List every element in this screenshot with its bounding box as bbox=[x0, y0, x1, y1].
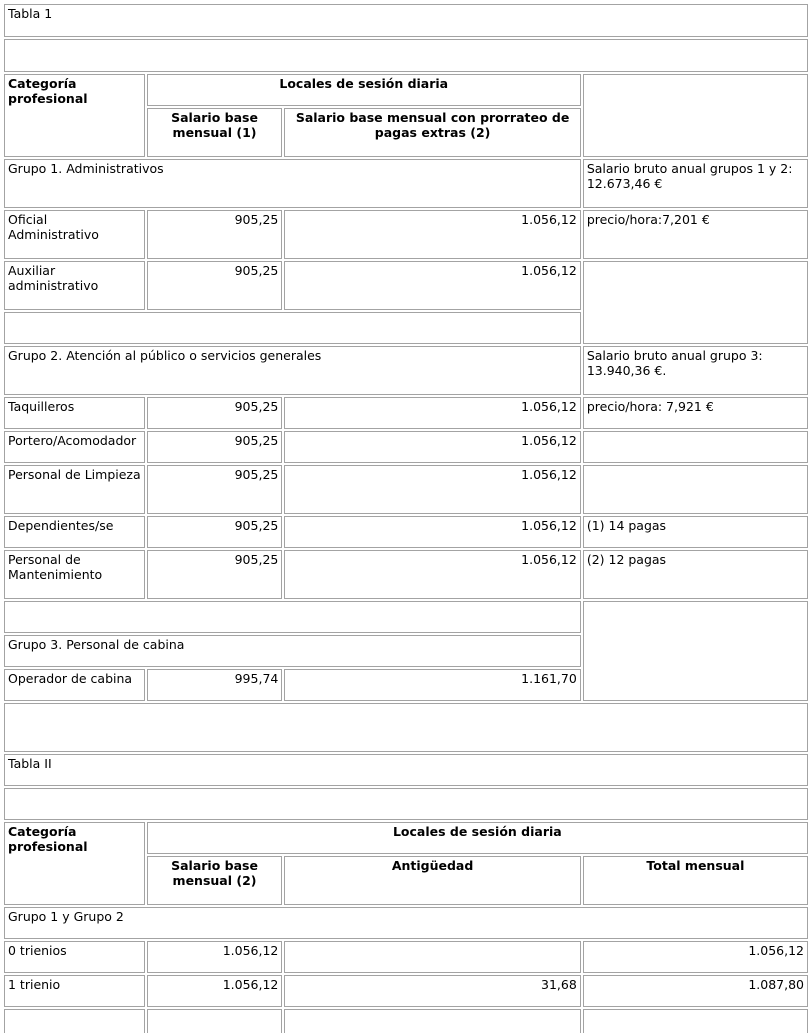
group-row bbox=[4, 159, 808, 208]
row-note bbox=[583, 431, 808, 463]
row-antiguedad: 31,68 bbox=[284, 975, 580, 1007]
empty-cell bbox=[4, 703, 808, 752]
row-base: 905,25 bbox=[147, 397, 283, 429]
row-base: 905,25 bbox=[147, 516, 283, 548]
empty-cell bbox=[4, 788, 808, 820]
row-note: precio/hora: 7,921 € bbox=[583, 397, 808, 429]
group2-title: Grupo 2. Atención al público o servicios generales bbox=[4, 346, 581, 395]
row-category: Taquilleros bbox=[4, 397, 145, 429]
table2-title: Tabla II bbox=[4, 754, 808, 786]
spacer-row bbox=[4, 601, 808, 633]
row-note: precio/hora:7,201 € bbox=[583, 210, 808, 259]
row-antiguedad bbox=[284, 941, 580, 973]
row-base: 1.056,12 bbox=[147, 975, 283, 1007]
table2-col-total-header: Total mensual bbox=[583, 856, 808, 905]
table-row bbox=[4, 397, 808, 429]
table-row bbox=[4, 261, 808, 310]
row-antiguedad bbox=[284, 1009, 580, 1033]
row-base: 905,25 bbox=[147, 431, 283, 463]
row-prorrateo: 1.056,12 bbox=[284, 516, 580, 548]
table1-title: Tabla 1 bbox=[4, 4, 808, 37]
row-prorrateo: 1.056,12 bbox=[284, 431, 580, 463]
empty-cell bbox=[583, 74, 808, 157]
row-base: 1.056,12 bbox=[147, 941, 283, 973]
row-category: Operador de cabina bbox=[4, 669, 145, 701]
row-note bbox=[583, 465, 808, 514]
empty-cell bbox=[583, 601, 808, 701]
row-total bbox=[583, 1009, 808, 1033]
row-category: 0 trienios bbox=[4, 941, 145, 973]
row-prorrateo: 1.056,12 bbox=[284, 397, 580, 429]
empty-cell bbox=[583, 261, 808, 344]
row-category bbox=[4, 1009, 145, 1033]
row-prorrateo: 1.056,12 bbox=[284, 550, 580, 599]
table1-header-row bbox=[4, 74, 808, 106]
group-row bbox=[4, 907, 808, 939]
table-row bbox=[4, 516, 808, 548]
table-row bbox=[4, 941, 808, 973]
row-base bbox=[147, 1009, 283, 1033]
empty-cell bbox=[4, 312, 581, 344]
table2-col-antiguedad-header: Antigüedad bbox=[284, 856, 580, 905]
group-row bbox=[4, 346, 808, 395]
row-base: 905,25 bbox=[147, 210, 283, 259]
row-category: Personal de Mantenimiento bbox=[4, 550, 145, 599]
row-category: Auxiliar administrativo bbox=[4, 261, 145, 310]
spacer-row bbox=[4, 39, 808, 72]
row-total: 1.087,80 bbox=[583, 975, 808, 1007]
row-category: Dependientes/se bbox=[4, 516, 145, 548]
row-prorrateo: 1.161,70 bbox=[284, 669, 580, 701]
spacer-row bbox=[4, 703, 808, 752]
row-category: Personal de Limpieza bbox=[4, 465, 145, 514]
table2-group-title: Grupo 1 y Grupo 2 bbox=[4, 907, 808, 939]
table-row bbox=[4, 465, 808, 514]
row-note: (1) 14 pagas bbox=[583, 516, 808, 548]
row-prorrateo: 1.056,12 bbox=[284, 210, 580, 259]
empty-cell bbox=[4, 39, 808, 72]
group3-title: Grupo 3. Personal de cabina bbox=[4, 635, 581, 667]
row-category: Oficial Administrativo bbox=[4, 210, 145, 259]
group2-side-note: Salario bruto anual grupo 3: 13.940,36 €. bbox=[583, 346, 808, 395]
spacer-row bbox=[4, 788, 808, 820]
salary-tables bbox=[2, 2, 810, 1033]
table2-col-base-header: Salario base mensual (2) bbox=[147, 856, 283, 905]
row-base: 905,25 bbox=[147, 465, 283, 514]
row-base: 905,25 bbox=[147, 261, 283, 310]
table-row bbox=[4, 431, 808, 463]
table-row bbox=[4, 975, 808, 1007]
table2-category-header: Categoría profesional bbox=[4, 822, 145, 905]
group1-title: Grupo 1. Administrativos bbox=[4, 159, 581, 208]
row-prorrateo: 1.056,12 bbox=[284, 261, 580, 310]
row-prorrateo: 1.056,12 bbox=[284, 465, 580, 514]
table2-group-header: Locales de sesión diaria bbox=[147, 822, 808, 854]
row-base: 995,74 bbox=[147, 669, 283, 701]
table1-title-row bbox=[4, 4, 808, 37]
table1-category-header: Categoría profesional bbox=[4, 74, 145, 157]
table1-group-header: Locales de sesión diaria bbox=[147, 74, 581, 106]
row-category: 1 trienio bbox=[4, 975, 145, 1007]
table1-col-base-header: Salario base mensual (1) bbox=[147, 108, 283, 157]
table1-col-prorrateo-header: Salario base mensual con prorrateo de pagas extras (2) bbox=[284, 108, 580, 157]
table2-header-row bbox=[4, 822, 808, 854]
table-row bbox=[4, 550, 808, 599]
table-row bbox=[4, 1009, 808, 1033]
row-base: 905,25 bbox=[147, 550, 283, 599]
group1-side-note: Salario bruto anual grupos 1 y 2: 12.673,46 € bbox=[583, 159, 808, 208]
empty-cell bbox=[4, 601, 581, 633]
row-total: 1.056,12 bbox=[583, 941, 808, 973]
table-row bbox=[4, 210, 808, 259]
table2-title-row bbox=[4, 754, 808, 786]
row-category: Portero/Acomodador bbox=[4, 431, 145, 463]
row-note: (2) 12 pagas bbox=[583, 550, 808, 599]
